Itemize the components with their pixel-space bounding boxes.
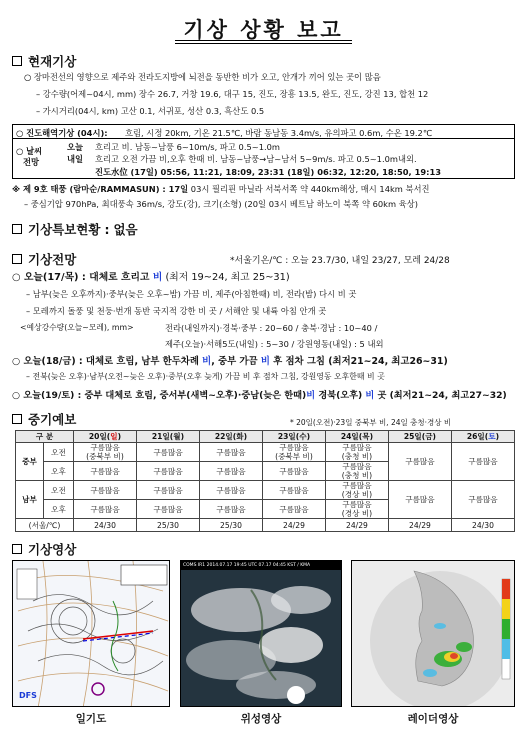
table-cell: 구름많음 <box>137 500 200 519</box>
outlook-today-text: 흐리고 비. 남동~남풍 6~10m/s, 파고 0.5~1.0m <box>95 142 280 152</box>
day-header: 21일(월) <box>137 431 200 443</box>
title-underline <box>175 40 352 41</box>
expected-rain-line-2: 제주(오늘)·서해5도(내일) : 5~30 / 강원영동(내일) : 5 내외 <box>165 339 384 349</box>
section-current-weather <box>12 52 76 70</box>
satellite-clouds-icon <box>181 570 342 707</box>
table-cell: 구름많음 <box>262 481 325 500</box>
outlook-label-1: ○ 날씨 <box>16 146 43 156</box>
seoul-temp-label: (서울/℃) <box>16 519 74 532</box>
day-header: 25일(금) <box>388 431 451 443</box>
forecast-today-line-2: – 모레까지 돌풍 및 천둥·번개 동반 국지적 강한 비 곳 / 서해안 및 내륙 아침 안개 곳 <box>26 306 327 316</box>
typhoon-line-2: – 중심기압 970hPa, 최대풍속 36m/s, 강도(강), 크기(소형) (20일 03시 베트남 하노이 북쪽 약 60km 육상) <box>24 199 418 209</box>
special-status: 없음 <box>113 222 138 237</box>
section-forecast <box>12 250 76 268</box>
day-header: 22일(화) <box>199 431 262 443</box>
rainfall-line: – 강수량(어제~04시, mm) 장수 26.7, 거창 19.6, 대구 15, 진도, 장흥 13.5, 완도, 진도, 강진 13, 합천 12 <box>36 89 429 99</box>
section-special-warning: 기상특보현황 : 없음 <box>12 220 138 238</box>
table-cell: 구름많음 <box>137 481 200 500</box>
table-cell: 25/30 <box>137 519 200 532</box>
square-bullet-icon <box>12 414 22 424</box>
square-bullet-icon <box>12 254 22 264</box>
table-cell: 구름많음 <box>451 481 514 519</box>
table-cell: 구름많음 <box>451 443 514 481</box>
weather-map-image <box>12 560 170 707</box>
caption-radar: 레이더영상 <box>407 713 459 725</box>
table-cell: 구름많음 <box>74 481 137 500</box>
table-cell: 구름많음 (경상 비) <box>325 500 388 519</box>
current-summary: ○ 장마전선의 영향으로 제주와 전라도지방에 뇌전을 동반한 비가 오고, 안개가 끼어 있는 곳이 많음 <box>24 72 381 82</box>
table-cell: 구름많음 <box>199 481 262 500</box>
region-south: 남부 <box>16 481 44 519</box>
day-header: 24일(목) <box>325 431 388 443</box>
table-cell: 구름많음 <box>137 443 200 462</box>
forecast-tomorrow-heading: ○ 오늘(18/금) : 대체로 흐림, 남부 한두차례 비, 중부 가끔 비 후 점차 그침 (최저21~24, 최고26~31) <box>12 356 448 367</box>
forecast-today-heading: ○ 오늘(17/목) : 대체로 흐리고 비 (최저 19~24, 최고 25~31) <box>12 272 290 283</box>
table-cell: 구름많음 (중북부 비) <box>262 443 325 462</box>
table-cell: 구름많음 <box>262 500 325 519</box>
square-bullet-icon <box>12 544 22 554</box>
table-cell: 구름많음 <box>199 443 262 462</box>
am-label: 오전 <box>44 443 74 462</box>
satellite-image <box>180 560 342 707</box>
radar-image <box>351 560 515 707</box>
outlook-tomorrow-text: 흐리고 오전 가끔 비,오후 한때 비. 남동~남풍→남~남서 5~9m/s. 파고 0.5~1.0m내외. <box>95 154 417 164</box>
am-label: 오전 <box>44 481 74 500</box>
day-header: 23일(수) <box>262 431 325 443</box>
seoul-temps: *서울기온/℃ : 오늘 23.7/30, 내일 23/27, 모레 24/28 <box>230 256 450 266</box>
square-bullet-icon <box>12 224 22 234</box>
table-cell: 24/29 <box>325 519 388 532</box>
section-midterm <box>12 410 76 428</box>
day-header: 20일(일) <box>74 431 137 443</box>
table-cell: 구름많음 (중북부 비) <box>74 443 137 462</box>
outlook-today-label: 오늘 <box>67 142 84 152</box>
table-cell: 구름많음 (경상 비) <box>325 481 388 500</box>
table-cell: 25/30 <box>199 519 262 532</box>
outlook-tomorrow-label: 내일 <box>67 154 84 164</box>
section-midterm-title: 중기예보 <box>28 412 77 427</box>
table-cell: 구름많음 <box>388 443 451 481</box>
day-header: 26일(토) <box>451 431 514 443</box>
tide-times: 진도水位 (17일) 05:56, 11:21, 18:09, 23:31 (18일) 06:32, 12:20, 18:50, 19:13 <box>95 167 441 177</box>
forecast-today-line-1: – 남부(늦은 오후까지)·중부(늦은 오후~밤) 가끔 비, 제주(아침한때) 비, 전라(밤) 다시 비 곳 <box>26 289 357 299</box>
table-cell: 구름많음 (충청 비) <box>325 443 388 462</box>
outlook-label-2: 전망 <box>23 157 40 167</box>
section-special-title: 기상특보현황 <box>28 222 101 237</box>
table-cell: 구름많음 <box>262 462 325 481</box>
table-cell: 구름많음 <box>199 462 262 481</box>
table-cell: 구름많음 <box>388 481 451 519</box>
map-logo-text: DFS <box>19 691 37 700</box>
section-current-title: 현재기상 <box>28 54 77 69</box>
section-imagery <box>12 540 76 558</box>
table-cell: 24/30 <box>451 519 514 532</box>
table-header-label: 구 분 <box>16 431 74 443</box>
jindo-conditions: 흐림, 시정 20km, 기온 21.5℃, 바람 동남동 3.4m/s, 유의파고 0.6m, 수온 19.2℃ <box>125 128 433 138</box>
table-cell: 24/30 <box>74 519 137 532</box>
forecast-tomorrow-line: – 전북(늦은 오후)·남부(오전~늦은 오후)·중부(오후 늦게) 가끔 비 후 점차 그침, 강원영동 오후한때 비 곳 <box>26 372 385 381</box>
table-cell: 구름많음 <box>74 462 137 481</box>
page-title: 기상 상황 보고 <box>183 18 344 42</box>
satellite-header: COMS IR1 2014.07.17 19:45 UTC 07.17 04:45 KST / KMA <box>181 561 342 570</box>
pm-label: 오후 <box>44 462 74 481</box>
table-cell: 구름많음 <box>74 500 137 519</box>
section-imagery-title: 기상영상 <box>28 542 77 557</box>
radar-map-icon <box>352 561 515 707</box>
table-cell: 24/29 <box>388 519 451 532</box>
expected-rain-line-1: 전라(내일까지)·경북·중부 : 20~60 / 충북·경남 : 10~40 / <box>165 323 378 333</box>
visibility-line: – 가시거리(04시, km) 고산 0.1, 서귀포, 성산 0.3, 흑산도 0.5 <box>36 106 265 116</box>
forecast-day3-heading: ○ 오늘(19/토) : 중부 대체로 흐림, 중서부(새벽~오후)·중남(늦은 한때)비 경북(오후) 비 곳 (최저21~24, 최고27~32) <box>12 390 507 401</box>
table-cell: 구름많음 <box>137 462 200 481</box>
weather-map-icon <box>13 561 170 707</box>
expected-rain-label: <예상강수량(오늘~모레), mm> <box>20 323 134 332</box>
jindo-sea-box <box>12 124 515 179</box>
table-cell: 구름많음 <box>199 500 262 519</box>
midterm-note: * 20일(오전)·23일 중북부 비, 24일 충청·경상 비 <box>290 418 452 427</box>
caption-weather-map: 일기도 <box>75 713 107 725</box>
table-cell: 24/29 <box>262 519 325 532</box>
caption-satellite: 위성영상 <box>240 713 282 725</box>
pm-label: 오후 <box>44 500 74 519</box>
jindo-label: ○ 진도해역기상 (04시): <box>16 128 108 138</box>
typhoon-line-1: ※ 제 9호 태풍 (람마순/RAMMASUN) : 17일 03시 필리핀 마닐라 서북서쪽 약 440km해상, 매시 14km 북서진 <box>12 184 430 194</box>
midterm-forecast-table <box>15 430 515 532</box>
section-forecast-title: 기상전망 <box>28 252 77 267</box>
title-underline-2 <box>175 43 352 44</box>
square-bullet-icon <box>12 56 22 66</box>
table-cell: 구름많음 (충청 비) <box>325 462 388 481</box>
region-central: 중부 <box>16 443 44 481</box>
